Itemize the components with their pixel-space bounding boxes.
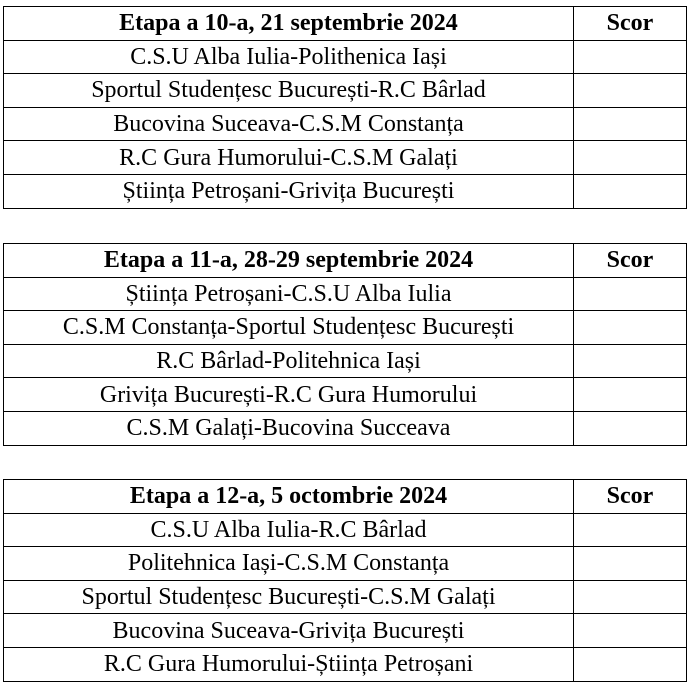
table-row xyxy=(4,547,687,581)
score-cell[interactable] xyxy=(574,174,687,208)
fixtures-table-round-10 xyxy=(3,6,687,209)
table-row xyxy=(4,647,687,681)
table-header-row xyxy=(4,7,687,41)
table-header-row xyxy=(4,244,687,278)
round-title: Etapa a 10-a, 21 septembrie 2024 xyxy=(4,7,574,41)
score-header: Scor xyxy=(574,7,687,41)
score-cell[interactable] xyxy=(574,647,687,681)
match-cell: Știința Petroșani-Grivița București xyxy=(4,174,574,208)
match-cell: R.C Bârlad-Politehnica Iași xyxy=(4,344,574,378)
table-row xyxy=(4,580,687,614)
table-row xyxy=(4,344,687,378)
match-cell: C.S.M Constanța-Sportul Studențesc București xyxy=(4,311,574,345)
score-cell[interactable] xyxy=(574,547,687,581)
table-row xyxy=(4,40,687,74)
score-cell[interactable] xyxy=(574,277,687,311)
table-row xyxy=(4,378,687,412)
table-row xyxy=(4,614,687,648)
match-cell: Sportul Studențesc București-R.C Bârlad xyxy=(4,74,574,108)
score-cell[interactable] xyxy=(574,580,687,614)
score-cell[interactable] xyxy=(574,411,687,445)
match-cell: Politehnica Iași-C.S.M Constanța xyxy=(4,547,574,581)
fixtures-table-round-12 xyxy=(3,479,687,682)
score-cell[interactable] xyxy=(574,74,687,108)
score-cell[interactable] xyxy=(574,311,687,345)
round-title: Etapa a 12-a, 5 octombrie 2024 xyxy=(4,480,574,514)
table-row xyxy=(4,174,687,208)
match-cell: R.C Gura Humorului-C.S.M Galați xyxy=(4,141,574,175)
table-row xyxy=(4,107,687,141)
score-cell[interactable] xyxy=(574,40,687,74)
match-cell: C.S.U Alba Iulia-Polithenica Iași xyxy=(4,40,574,74)
match-cell: C.S.U Alba Iulia-R.C Bârlad xyxy=(4,513,574,547)
score-cell[interactable] xyxy=(574,141,687,175)
table-header-row xyxy=(4,480,687,514)
table-row xyxy=(4,311,687,345)
table-row xyxy=(4,277,687,311)
match-cell: R.C Gura Humorului-Știința Petroșani xyxy=(4,647,574,681)
score-header: Scor xyxy=(574,244,687,278)
match-cell: C.S.M Galați-Bucovina Succeava xyxy=(4,411,574,445)
match-cell: Bucovina Suceava-Grivița București xyxy=(4,614,574,648)
fixtures-table-round-11 xyxy=(3,243,687,446)
match-cell: Sportul Studențesc București-C.S.M Galați xyxy=(4,580,574,614)
table-row xyxy=(4,513,687,547)
score-header: Scor xyxy=(574,480,687,514)
table-row xyxy=(4,411,687,445)
table-row xyxy=(4,141,687,175)
score-cell[interactable] xyxy=(574,378,687,412)
match-cell: Știința Petroșani-C.S.U Alba Iulia xyxy=(4,277,574,311)
round-title: Etapa a 11-a, 28-29 septembrie 2024 xyxy=(4,244,574,278)
score-cell[interactable] xyxy=(574,513,687,547)
match-cell: Grivița București-R.C Gura Humorului xyxy=(4,378,574,412)
match-cell: Bucovina Suceava-C.S.M Constanța xyxy=(4,107,574,141)
score-cell[interactable] xyxy=(574,107,687,141)
score-cell[interactable] xyxy=(574,614,687,648)
table-row xyxy=(4,74,687,108)
score-cell[interactable] xyxy=(574,344,687,378)
